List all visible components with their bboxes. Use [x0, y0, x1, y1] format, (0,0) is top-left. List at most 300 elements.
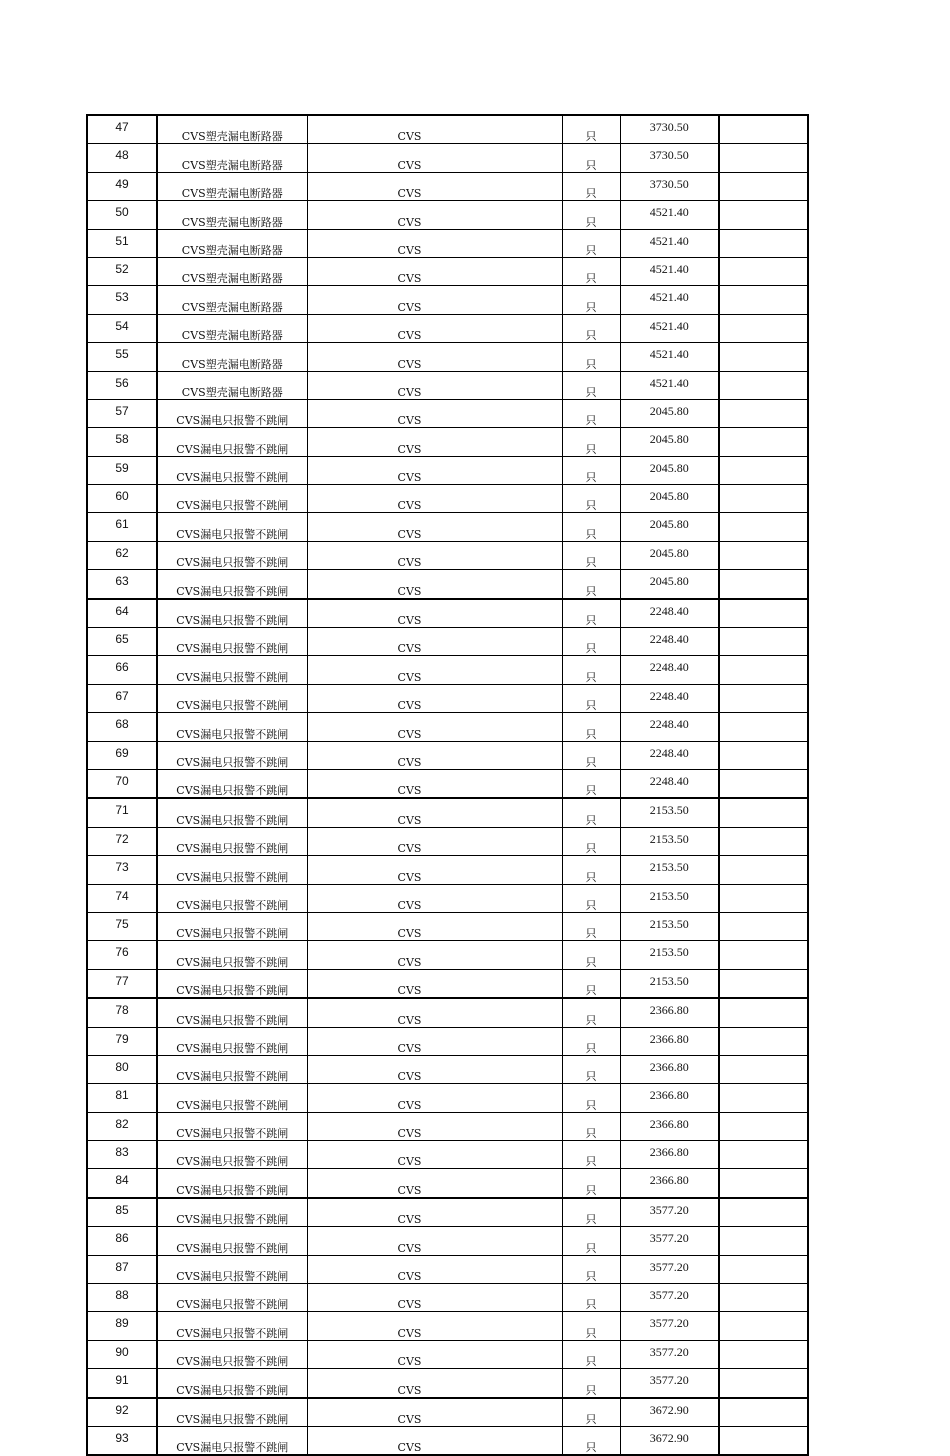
table-row [87, 343, 808, 371]
row-number-cell: 47 [87, 115, 157, 144]
unit-cell: 只 [562, 827, 620, 855]
product-name-cell: CVS漏电只报警不跳闸 [157, 998, 307, 1027]
note-cell [719, 115, 808, 144]
product-name-cell: CVS漏电只报警不跳闸 [157, 428, 307, 456]
unit-cell: 只 [562, 1255, 620, 1283]
unit-cell: 只 [562, 343, 620, 371]
row-number-cell: 66 [87, 656, 157, 684]
row-number-cell: 59 [87, 456, 157, 484]
note-cell [719, 684, 808, 712]
price-cell: 2153.50 [620, 912, 719, 940]
table-row [87, 827, 808, 855]
row-number-cell: 50 [87, 201, 157, 229]
unit-cell: 只 [562, 969, 620, 998]
unit-cell: 只 [562, 628, 620, 656]
spec-cell: CVS [307, 428, 562, 456]
table-row [87, 570, 808, 599]
row-number-cell: 57 [87, 399, 157, 427]
product-name-cell: CVS塑壳漏电断路器 [157, 115, 307, 144]
spec-cell: CVS [307, 201, 562, 229]
row-number-cell: 84 [87, 1169, 157, 1198]
table-row [87, 456, 808, 484]
price-cell: 2366.80 [620, 998, 719, 1027]
product-name-cell: CVS漏电只报警不跳闸 [157, 485, 307, 513]
row-number-cell: 89 [87, 1312, 157, 1340]
spec-cell: CVS [307, 1369, 562, 1398]
row-number-cell: 83 [87, 1141, 157, 1169]
spec-cell: CVS [307, 343, 562, 371]
table-row [87, 969, 808, 998]
price-cell: 2153.50 [620, 884, 719, 912]
spec-cell: CVS [307, 456, 562, 484]
row-number-cell: 92 [87, 1398, 157, 1427]
unit-cell: 只 [562, 713, 620, 741]
spec-cell: CVS [307, 798, 562, 827]
unit-cell: 只 [562, 428, 620, 456]
row-number-cell: 79 [87, 1027, 157, 1055]
table-row [87, 172, 808, 200]
spec-cell: CVS [307, 941, 562, 969]
spec-cell: CVS [307, 229, 562, 257]
spec-cell: CVS [307, 656, 562, 684]
row-number-cell: 62 [87, 541, 157, 569]
spec-cell: CVS [307, 599, 562, 628]
product-name-cell: CVS漏电只报警不跳闸 [157, 1426, 307, 1455]
note-cell [719, 912, 808, 940]
price-cell: 4521.40 [620, 371, 719, 399]
product-name-cell: CVS漏电只报警不跳闸 [157, 884, 307, 912]
spec-cell: CVS [307, 1227, 562, 1255]
price-cell: 2153.50 [620, 941, 719, 969]
product-name-cell: CVS漏电只报警不跳闸 [157, 399, 307, 427]
unit-cell: 只 [562, 1055, 620, 1083]
row-number-cell: 93 [87, 1426, 157, 1455]
price-cell: 2045.80 [620, 399, 719, 427]
product-name-cell: CVS漏电只报警不跳闸 [157, 1141, 307, 1169]
unit-cell: 只 [562, 1398, 620, 1427]
spec-cell: CVS [307, 371, 562, 399]
product-name-cell: CVS漏电只报警不跳闸 [157, 1312, 307, 1340]
price-cell: 3672.90 [620, 1426, 719, 1455]
price-cell: 2045.80 [620, 485, 719, 513]
unit-cell: 只 [562, 1340, 620, 1368]
table-row [87, 1255, 808, 1283]
row-number-cell: 72 [87, 827, 157, 855]
table-row [87, 1227, 808, 1255]
price-cell: 4521.40 [620, 343, 719, 371]
note-cell [719, 485, 808, 513]
price-cell: 2248.40 [620, 769, 719, 798]
unit-cell: 只 [562, 456, 620, 484]
price-cell: 3730.50 [620, 115, 719, 144]
note-cell [719, 570, 808, 599]
product-name-cell: CVS漏电只报警不跳闸 [157, 713, 307, 741]
unit-cell: 只 [562, 286, 620, 314]
note-cell [719, 1141, 808, 1169]
note-cell [719, 628, 808, 656]
table-row [87, 1055, 808, 1083]
row-number-cell: 85 [87, 1198, 157, 1227]
price-cell: 4521.40 [620, 201, 719, 229]
note-cell [719, 513, 808, 541]
product-name-cell: CVS漏电只报警不跳闸 [157, 1255, 307, 1283]
row-number-cell: 76 [87, 941, 157, 969]
table-row [87, 144, 808, 172]
unit-cell: 只 [562, 1084, 620, 1112]
product-name-cell: CVS漏电只报警不跳闸 [157, 599, 307, 628]
spec-cell: CVS [307, 570, 562, 599]
unit-cell: 只 [562, 599, 620, 628]
note-cell [719, 428, 808, 456]
spec-cell: CVS [307, 1340, 562, 1368]
table-row [87, 884, 808, 912]
row-number-cell: 70 [87, 769, 157, 798]
spec-cell: CVS [307, 1027, 562, 1055]
product-name-cell: CVS塑壳漏电断路器 [157, 229, 307, 257]
table-row [87, 656, 808, 684]
product-name-cell: CVS塑壳漏电断路器 [157, 172, 307, 200]
spec-cell: CVS [307, 912, 562, 940]
table-row [87, 998, 808, 1027]
table-row [87, 912, 808, 940]
spec-cell: CVS [307, 998, 562, 1027]
table-row [87, 628, 808, 656]
price-cell: 2153.50 [620, 969, 719, 998]
product-name-cell: CVS漏电只报警不跳闸 [157, 827, 307, 855]
note-cell [719, 144, 808, 172]
note-cell [719, 1169, 808, 1198]
price-cell: 2366.80 [620, 1112, 719, 1140]
note-cell [719, 541, 808, 569]
unit-cell: 只 [562, 371, 620, 399]
note-cell [719, 998, 808, 1027]
product-name-cell: CVS塑壳漏电断路器 [157, 257, 307, 285]
note-cell [719, 856, 808, 884]
unit-cell: 只 [562, 172, 620, 200]
row-number-cell: 74 [87, 884, 157, 912]
product-name-cell: CVS漏电只报警不跳闸 [157, 1198, 307, 1227]
product-name-cell: CVS漏电只报警不跳闸 [157, 941, 307, 969]
note-cell [719, 343, 808, 371]
row-number-cell: 69 [87, 741, 157, 769]
note-cell [719, 456, 808, 484]
spec-cell: CVS [307, 1112, 562, 1140]
row-number-cell: 78 [87, 998, 157, 1027]
row-number-cell: 67 [87, 684, 157, 712]
spec-cell: CVS [307, 713, 562, 741]
row-number-cell: 88 [87, 1284, 157, 1312]
spec-cell: CVS [307, 286, 562, 314]
unit-cell: 只 [562, 856, 620, 884]
row-number-cell: 49 [87, 172, 157, 200]
table-row [87, 741, 808, 769]
price-cell: 3730.50 [620, 144, 719, 172]
product-name-cell: CVS漏电只报警不跳闸 [157, 969, 307, 998]
row-number-cell: 63 [87, 570, 157, 599]
price-cell: 2045.80 [620, 428, 719, 456]
unit-cell: 只 [562, 541, 620, 569]
spec-cell: CVS [307, 827, 562, 855]
unit-cell: 只 [562, 1112, 620, 1140]
note-cell [719, 257, 808, 285]
note-cell [719, 769, 808, 798]
table-row [87, 1198, 808, 1227]
note-cell [719, 1227, 808, 1255]
price-cell: 4521.40 [620, 257, 719, 285]
unit-cell: 只 [562, 1426, 620, 1455]
row-number-cell: 53 [87, 286, 157, 314]
table-row [87, 399, 808, 427]
product-name-cell: CVS漏电只报警不跳闸 [157, 1398, 307, 1427]
table-row [87, 1426, 808, 1455]
unit-cell: 只 [562, 144, 620, 172]
price-cell: 2248.40 [620, 684, 719, 712]
product-name-cell: CVS漏电只报警不跳闸 [157, 1084, 307, 1112]
row-number-cell: 60 [87, 485, 157, 513]
product-name-cell: CVS塑壳漏电断路器 [157, 144, 307, 172]
spec-cell: CVS [307, 115, 562, 144]
table-row [87, 1141, 808, 1169]
table-row [87, 713, 808, 741]
table-row [87, 201, 808, 229]
spec-cell: CVS [307, 1426, 562, 1455]
unit-cell: 只 [562, 257, 620, 285]
price-cell: 2248.40 [620, 599, 719, 628]
price-cell: 3577.20 [620, 1284, 719, 1312]
product-name-cell: CVS漏电只报警不跳闸 [157, 1369, 307, 1398]
product-name-cell: CVS漏电只报警不跳闸 [157, 1284, 307, 1312]
table-row [87, 1284, 808, 1312]
spec-cell: CVS [307, 399, 562, 427]
note-cell [719, 827, 808, 855]
table-row [87, 769, 808, 798]
table-row [87, 1169, 808, 1198]
note-cell [719, 371, 808, 399]
table-row [87, 485, 808, 513]
note-cell [719, 713, 808, 741]
spec-cell: CVS [307, 1398, 562, 1427]
row-number-cell: 71 [87, 798, 157, 827]
table-row [87, 286, 808, 314]
price-cell: 2248.40 [620, 656, 719, 684]
price-cell: 4521.40 [620, 229, 719, 257]
row-number-cell: 61 [87, 513, 157, 541]
row-number-cell: 52 [87, 257, 157, 285]
note-cell [719, 314, 808, 342]
unit-cell: 只 [562, 1284, 620, 1312]
table-row [87, 541, 808, 569]
spec-cell: CVS [307, 485, 562, 513]
product-name-cell: CVS塑壳漏电断路器 [157, 371, 307, 399]
unit-cell: 只 [562, 513, 620, 541]
spec-cell: CVS [307, 314, 562, 342]
price-cell: 3577.20 [620, 1369, 719, 1398]
unit-cell: 只 [562, 1369, 620, 1398]
unit-cell: 只 [562, 912, 620, 940]
note-cell [719, 286, 808, 314]
table-row [87, 257, 808, 285]
table-row [87, 229, 808, 257]
unit-cell: 只 [562, 769, 620, 798]
price-cell: 2153.50 [620, 827, 719, 855]
spec-cell: CVS [307, 172, 562, 200]
unit-cell: 只 [562, 1312, 620, 1340]
note-cell [719, 1369, 808, 1398]
row-number-cell: 65 [87, 628, 157, 656]
note-cell [719, 741, 808, 769]
spec-cell: CVS [307, 1084, 562, 1112]
price-table [86, 114, 809, 1456]
unit-cell: 只 [562, 485, 620, 513]
product-name-cell: CVS漏电只报警不跳闸 [157, 1027, 307, 1055]
note-cell [719, 1426, 808, 1455]
product-name-cell: CVS漏电只报警不跳闸 [157, 541, 307, 569]
product-name-cell: CVS漏电只报警不跳闸 [157, 769, 307, 798]
spec-cell: CVS [307, 144, 562, 172]
note-cell [719, 201, 808, 229]
price-cell: 2153.50 [620, 856, 719, 884]
product-name-cell: CVS塑壳漏电断路器 [157, 314, 307, 342]
spec-cell: CVS [307, 628, 562, 656]
spec-cell: CVS [307, 1055, 562, 1083]
spec-cell: CVS [307, 1284, 562, 1312]
price-cell: 4521.40 [620, 314, 719, 342]
note-cell [719, 941, 808, 969]
unit-cell: 只 [562, 1198, 620, 1227]
note-cell [719, 969, 808, 998]
spec-cell: CVS [307, 769, 562, 798]
row-number-cell: 73 [87, 856, 157, 884]
spec-cell: CVS [307, 741, 562, 769]
product-name-cell: CVS漏电只报警不跳闸 [157, 628, 307, 656]
product-name-cell: CVS漏电只报警不跳闸 [157, 456, 307, 484]
price-cell: 2248.40 [620, 741, 719, 769]
price-cell: 2045.80 [620, 456, 719, 484]
table-row [87, 798, 808, 827]
product-name-cell: CVS漏电只报警不跳闸 [157, 741, 307, 769]
price-cell: 2366.80 [620, 1027, 719, 1055]
unit-cell: 只 [562, 570, 620, 599]
table-row [87, 115, 808, 144]
row-number-cell: 86 [87, 1227, 157, 1255]
table-row [87, 428, 808, 456]
note-cell [719, 1112, 808, 1140]
note-cell [719, 1084, 808, 1112]
product-name-cell: CVS漏电只报警不跳闸 [157, 798, 307, 827]
note-cell [719, 656, 808, 684]
unit-cell: 只 [562, 399, 620, 427]
product-name-cell: CVS漏电只报警不跳闸 [157, 1227, 307, 1255]
row-number-cell: 48 [87, 144, 157, 172]
row-number-cell: 68 [87, 713, 157, 741]
table-row [87, 1027, 808, 1055]
spec-cell: CVS [307, 884, 562, 912]
price-cell: 2045.80 [620, 541, 719, 569]
price-cell: 2248.40 [620, 713, 719, 741]
unit-cell: 只 [562, 998, 620, 1027]
product-name-cell: CVS漏电只报警不跳闸 [157, 570, 307, 599]
product-name-cell: CVS塑壳漏电断路器 [157, 201, 307, 229]
price-cell: 2366.80 [620, 1169, 719, 1198]
spec-cell: CVS [307, 1141, 562, 1169]
table-row [87, 1369, 808, 1398]
note-cell [719, 1255, 808, 1283]
product-name-cell: CVS塑壳漏电断路器 [157, 286, 307, 314]
price-cell: 2045.80 [620, 513, 719, 541]
note-cell [719, 1398, 808, 1427]
row-number-cell: 64 [87, 599, 157, 628]
price-cell: 2248.40 [620, 628, 719, 656]
price-cell: 3577.20 [620, 1227, 719, 1255]
row-number-cell: 54 [87, 314, 157, 342]
price-cell: 2153.50 [620, 798, 719, 827]
unit-cell: 只 [562, 741, 620, 769]
price-cell: 3672.90 [620, 1398, 719, 1427]
table-body [87, 115, 808, 1455]
note-cell [719, 1055, 808, 1083]
unit-cell: 只 [562, 314, 620, 342]
price-cell: 3577.20 [620, 1198, 719, 1227]
unit-cell: 只 [562, 1027, 620, 1055]
note-cell [719, 798, 808, 827]
price-cell: 3577.20 [620, 1255, 719, 1283]
row-number-cell: 77 [87, 969, 157, 998]
spec-cell: CVS [307, 1198, 562, 1227]
unit-cell: 只 [562, 656, 620, 684]
spec-cell: CVS [307, 856, 562, 884]
price-cell: 4521.40 [620, 286, 719, 314]
unit-cell: 只 [562, 884, 620, 912]
note-cell [719, 599, 808, 628]
note-cell [719, 1312, 808, 1340]
note-cell [719, 884, 808, 912]
row-number-cell: 81 [87, 1084, 157, 1112]
row-number-cell: 51 [87, 229, 157, 257]
product-name-cell: CVS塑壳漏电断路器 [157, 343, 307, 371]
product-name-cell: CVS漏电只报警不跳闸 [157, 656, 307, 684]
product-name-cell: CVS漏电只报警不跳闸 [157, 1340, 307, 1368]
spec-cell: CVS [307, 257, 562, 285]
spec-cell: CVS [307, 1169, 562, 1198]
spec-cell: CVS [307, 1255, 562, 1283]
spec-cell: CVS [307, 541, 562, 569]
product-name-cell: CVS漏电只报警不跳闸 [157, 684, 307, 712]
unit-cell: 只 [562, 798, 620, 827]
product-name-cell: CVS漏电只报警不跳闸 [157, 1055, 307, 1083]
table-row [87, 941, 808, 969]
row-number-cell: 91 [87, 1369, 157, 1398]
unit-cell: 只 [562, 1227, 620, 1255]
note-cell [719, 1198, 808, 1227]
table-row [87, 314, 808, 342]
row-number-cell: 56 [87, 371, 157, 399]
spec-cell: CVS [307, 969, 562, 998]
unit-cell: 只 [562, 115, 620, 144]
price-cell: 2366.80 [620, 1055, 719, 1083]
table-row [87, 1312, 808, 1340]
price-cell: 3730.50 [620, 172, 719, 200]
unit-cell: 只 [562, 684, 620, 712]
spec-cell: CVS [307, 1312, 562, 1340]
note-cell [719, 172, 808, 200]
note-cell [719, 1284, 808, 1312]
table-row [87, 599, 808, 628]
table-row [87, 513, 808, 541]
row-number-cell: 87 [87, 1255, 157, 1283]
row-number-cell: 80 [87, 1055, 157, 1083]
row-number-cell: 90 [87, 1340, 157, 1368]
unit-cell: 只 [562, 229, 620, 257]
